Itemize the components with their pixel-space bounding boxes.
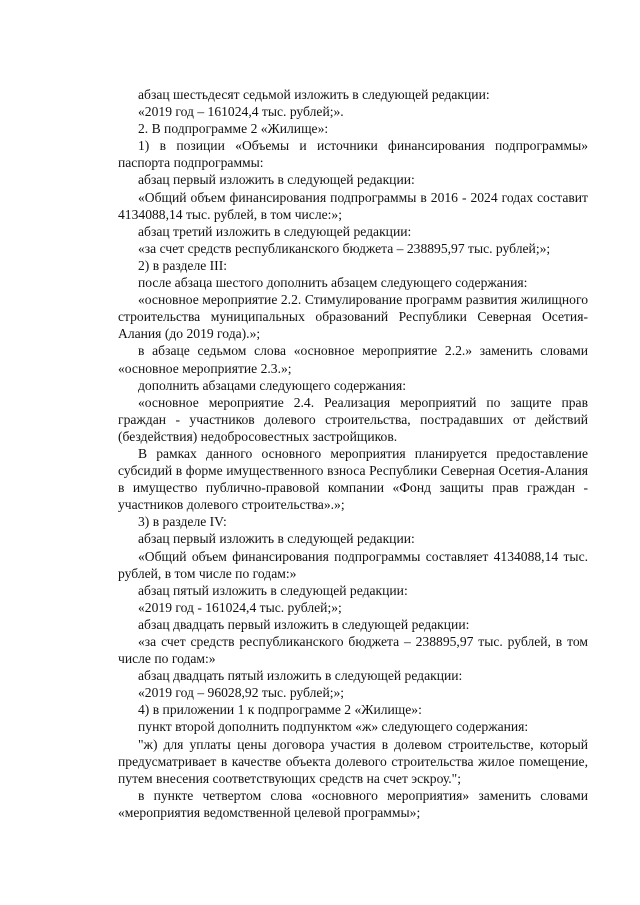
paragraph: абзац двадцать пятый изложить в следующей редакции: bbox=[138, 668, 463, 684]
paragraph: "ж) для уплаты цены договора участия в долевом строительстве, который предусматривает в качестве объекта долевого строительства жилое помещение, путем внесения соответствующих средств на счет эскроу."; bbox=[118, 736, 588, 786]
paragraph: 2) в разделе III: bbox=[138, 257, 228, 273]
paragraph: «2019 год - 161024,4 тыс. рублей;»; bbox=[138, 599, 342, 615]
paragraph: «2019 год – 161024,4 тыс. рублей;». bbox=[138, 104, 344, 120]
paragraph: дополнить абзацами следующего содержания: bbox=[138, 377, 407, 393]
paragraph: пункт второй дополнить подпунктом «ж» следующего содержания: bbox=[138, 719, 529, 735]
paragraph: «Общий объем финансирования подпрограммы составляет 4134088,14 тыс. рублей, в том числе по годам:» bbox=[118, 548, 588, 581]
paragraph: абзац первый изложить в следующей редакции: bbox=[138, 172, 415, 188]
paragraph: В рамках данного основного мероприятия планируется предоставление субсидий в форме имущественного взноса Республики Северная Осетия-Алания в имущество публично-правовой компании «Фонд защиты прав граждан - участников долевого строительства».»; bbox=[118, 445, 588, 513]
paragraph: абзац пятый изложить в следующей редакции: bbox=[138, 582, 408, 598]
paragraph: «за счет средств республиканского бюджета – 238895,97 тыс. рублей, в том числе по годам:» bbox=[118, 634, 588, 667]
paragraph: абзац третий изложить в следующей редакции: bbox=[138, 223, 412, 239]
paragraph: «основное мероприятие 2.2. Стимулирование программ развития жилищного строительства муниципальных образований Республики Северная Осетия-Алания (до 2019 года).»; bbox=[118, 292, 588, 342]
paragraph: «за счет средств республиканского бюджета – 238895,97 тыс. рублей;»; bbox=[138, 240, 551, 256]
paragraph: 2. В подпрограмме 2 «Жилище»: bbox=[138, 121, 329, 137]
paragraph: 1) в позиции «Объемы и источники финансирования подпрограммы» паспорта подпрограммы: bbox=[118, 138, 588, 171]
paragraph: в абзаце седьмом слова «основное мероприятие 2.2.» заменить словами «основное мероприятие 2.3.»; bbox=[118, 343, 588, 376]
paragraph: «основное мероприятие 2.4. Реализация мероприятий по защите прав граждан - участников долевого строительства, пострадавших от действий (бездействия) недобросовестных застройщиков. bbox=[118, 394, 588, 444]
paragraph: абзац двадцать первый изложить в следующей редакции: bbox=[138, 616, 470, 632]
paragraph: 3) в разделе IV: bbox=[138, 514, 227, 530]
paragraph: в пункте четвертом слова «основного мероприятия» заменить словами «мероприятия ведомственной целевой программы»; bbox=[118, 787, 588, 820]
paragraph: «2019 год – 96028,92 тыс. рублей;»; bbox=[138, 685, 345, 701]
paragraph: после абзаца шестого дополнить абзацем следующего содержания: bbox=[138, 275, 528, 291]
paragraph: абзац первый изложить в следующей редакции: bbox=[138, 531, 415, 547]
paragraph: 4) в приложении 1 к подпрограмме 2 «Жилище»: bbox=[138, 702, 422, 718]
paragraph: абзац шестьдесят седьмой изложить в следующей редакции: bbox=[138, 87, 490, 102]
paragraph: «Общий объем финансирования подпрограммы в 2016 - 2024 годах составит 4134088,14 тыс. рублей, в том числе:»; bbox=[118, 189, 588, 222]
document-body bbox=[118, 86, 588, 821]
